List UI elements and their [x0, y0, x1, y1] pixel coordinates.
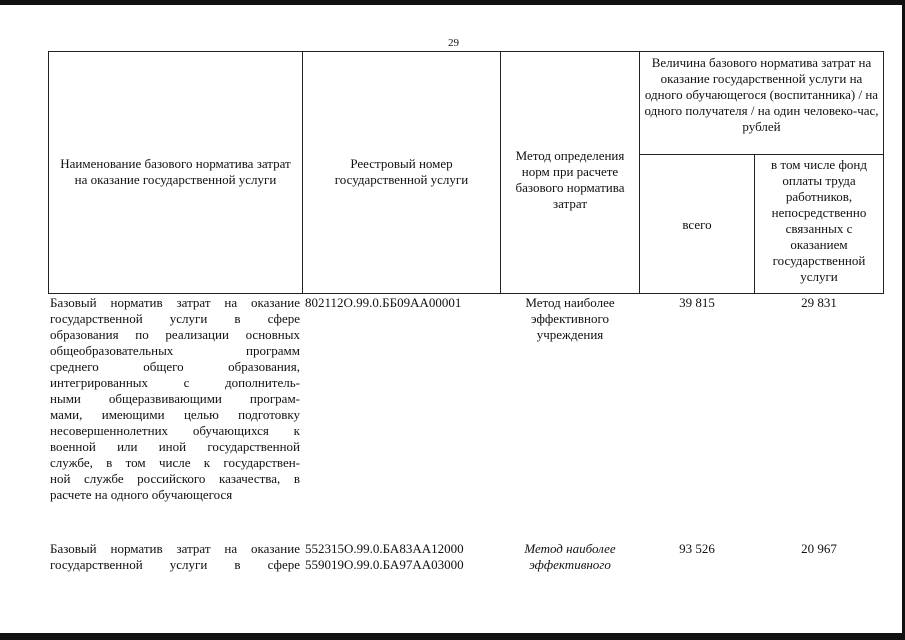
row2-total: 93 526 — [679, 541, 715, 556]
header-name: Наименование базового норматива затрат на оказание государственной услуги — [60, 156, 291, 187]
row1-name-line: военной или иной государственной — [50, 439, 300, 454]
header-wage-fund-cell — [754, 154, 884, 294]
header-registry-cell — [302, 51, 501, 294]
header-wage-fund: в том числе фонд оплаты труда работников, непосредственно связанных с оказанием государственной услуги — [771, 157, 867, 284]
row1-name-line: расчете на одного обучающегося — [50, 487, 233, 502]
header-method-cell — [500, 51, 640, 294]
row1-total: 39 815 — [679, 295, 715, 310]
header-value-group: Величина базового норматива затрат на оказание государственной услуги на одного обучающегося (воспитанника) / на одного получателя / на один человеко-час, рублей — [644, 55, 879, 134]
row1-name — [50, 295, 300, 503]
row1-name-line: ной службе российского казачества, в — [50, 471, 300, 486]
row1-method: Метод наиболее эффективного учреждения — [525, 295, 615, 342]
header-registry: Реестровый номер государственной услуги — [334, 156, 469, 187]
row1-registry: 802112О.99.0.ББ09АА00001 — [305, 295, 462, 310]
row2-name-line: Базовый норматив затрат на оказание — [50, 541, 300, 556]
row1-name-line: несовершеннолетних обучающихся к — [50, 423, 300, 438]
row1-name-line: общеобразовательных программ — [50, 343, 300, 358]
row1-name-line: образования по реализации основных — [50, 327, 300, 342]
header-total-cell — [639, 154, 755, 294]
page-number: 29 — [448, 37, 459, 49]
row1-name-line: службе, в том числе к государствен- — [50, 455, 300, 470]
row1-name-line: среднего общего образования, — [50, 359, 300, 374]
header-total: всего — [682, 217, 712, 232]
row2-method: Метод наиболее эффективного — [524, 541, 616, 572]
row2-registry-number: 559019О.99.0.БА97АА03000 — [305, 557, 464, 572]
row1-name-line: ными общеразвивающими програм- — [50, 391, 300, 406]
row2-registry — [305, 541, 501, 573]
scan-border-bottom — [0, 633, 905, 640]
row1-name-line: мами, имеющими целью подготовку — [50, 407, 300, 422]
header-name-cell — [48, 51, 303, 294]
row2-name-line: государственной услуги в сфере — [50, 557, 300, 572]
row1-name-line: Базовый норматив затрат на оказание — [50, 295, 300, 310]
row2-registry-number: 552315О.99.0.БА83АА12000 — [305, 541, 464, 556]
row1-name-line: государственной услуги в сфере — [50, 311, 300, 326]
header-method: Метод определения норм при расчете базового норматива затрат — [515, 148, 625, 211]
scan-border-top — [0, 0, 905, 5]
row2-wage-fund: 20 967 — [801, 541, 837, 556]
row1-wage-fund: 29 831 — [801, 295, 837, 310]
row2-name — [50, 541, 300, 573]
row1-name-line: интегрированных с дополнитель- — [50, 375, 300, 390]
header-value-group-cell — [639, 51, 884, 155]
